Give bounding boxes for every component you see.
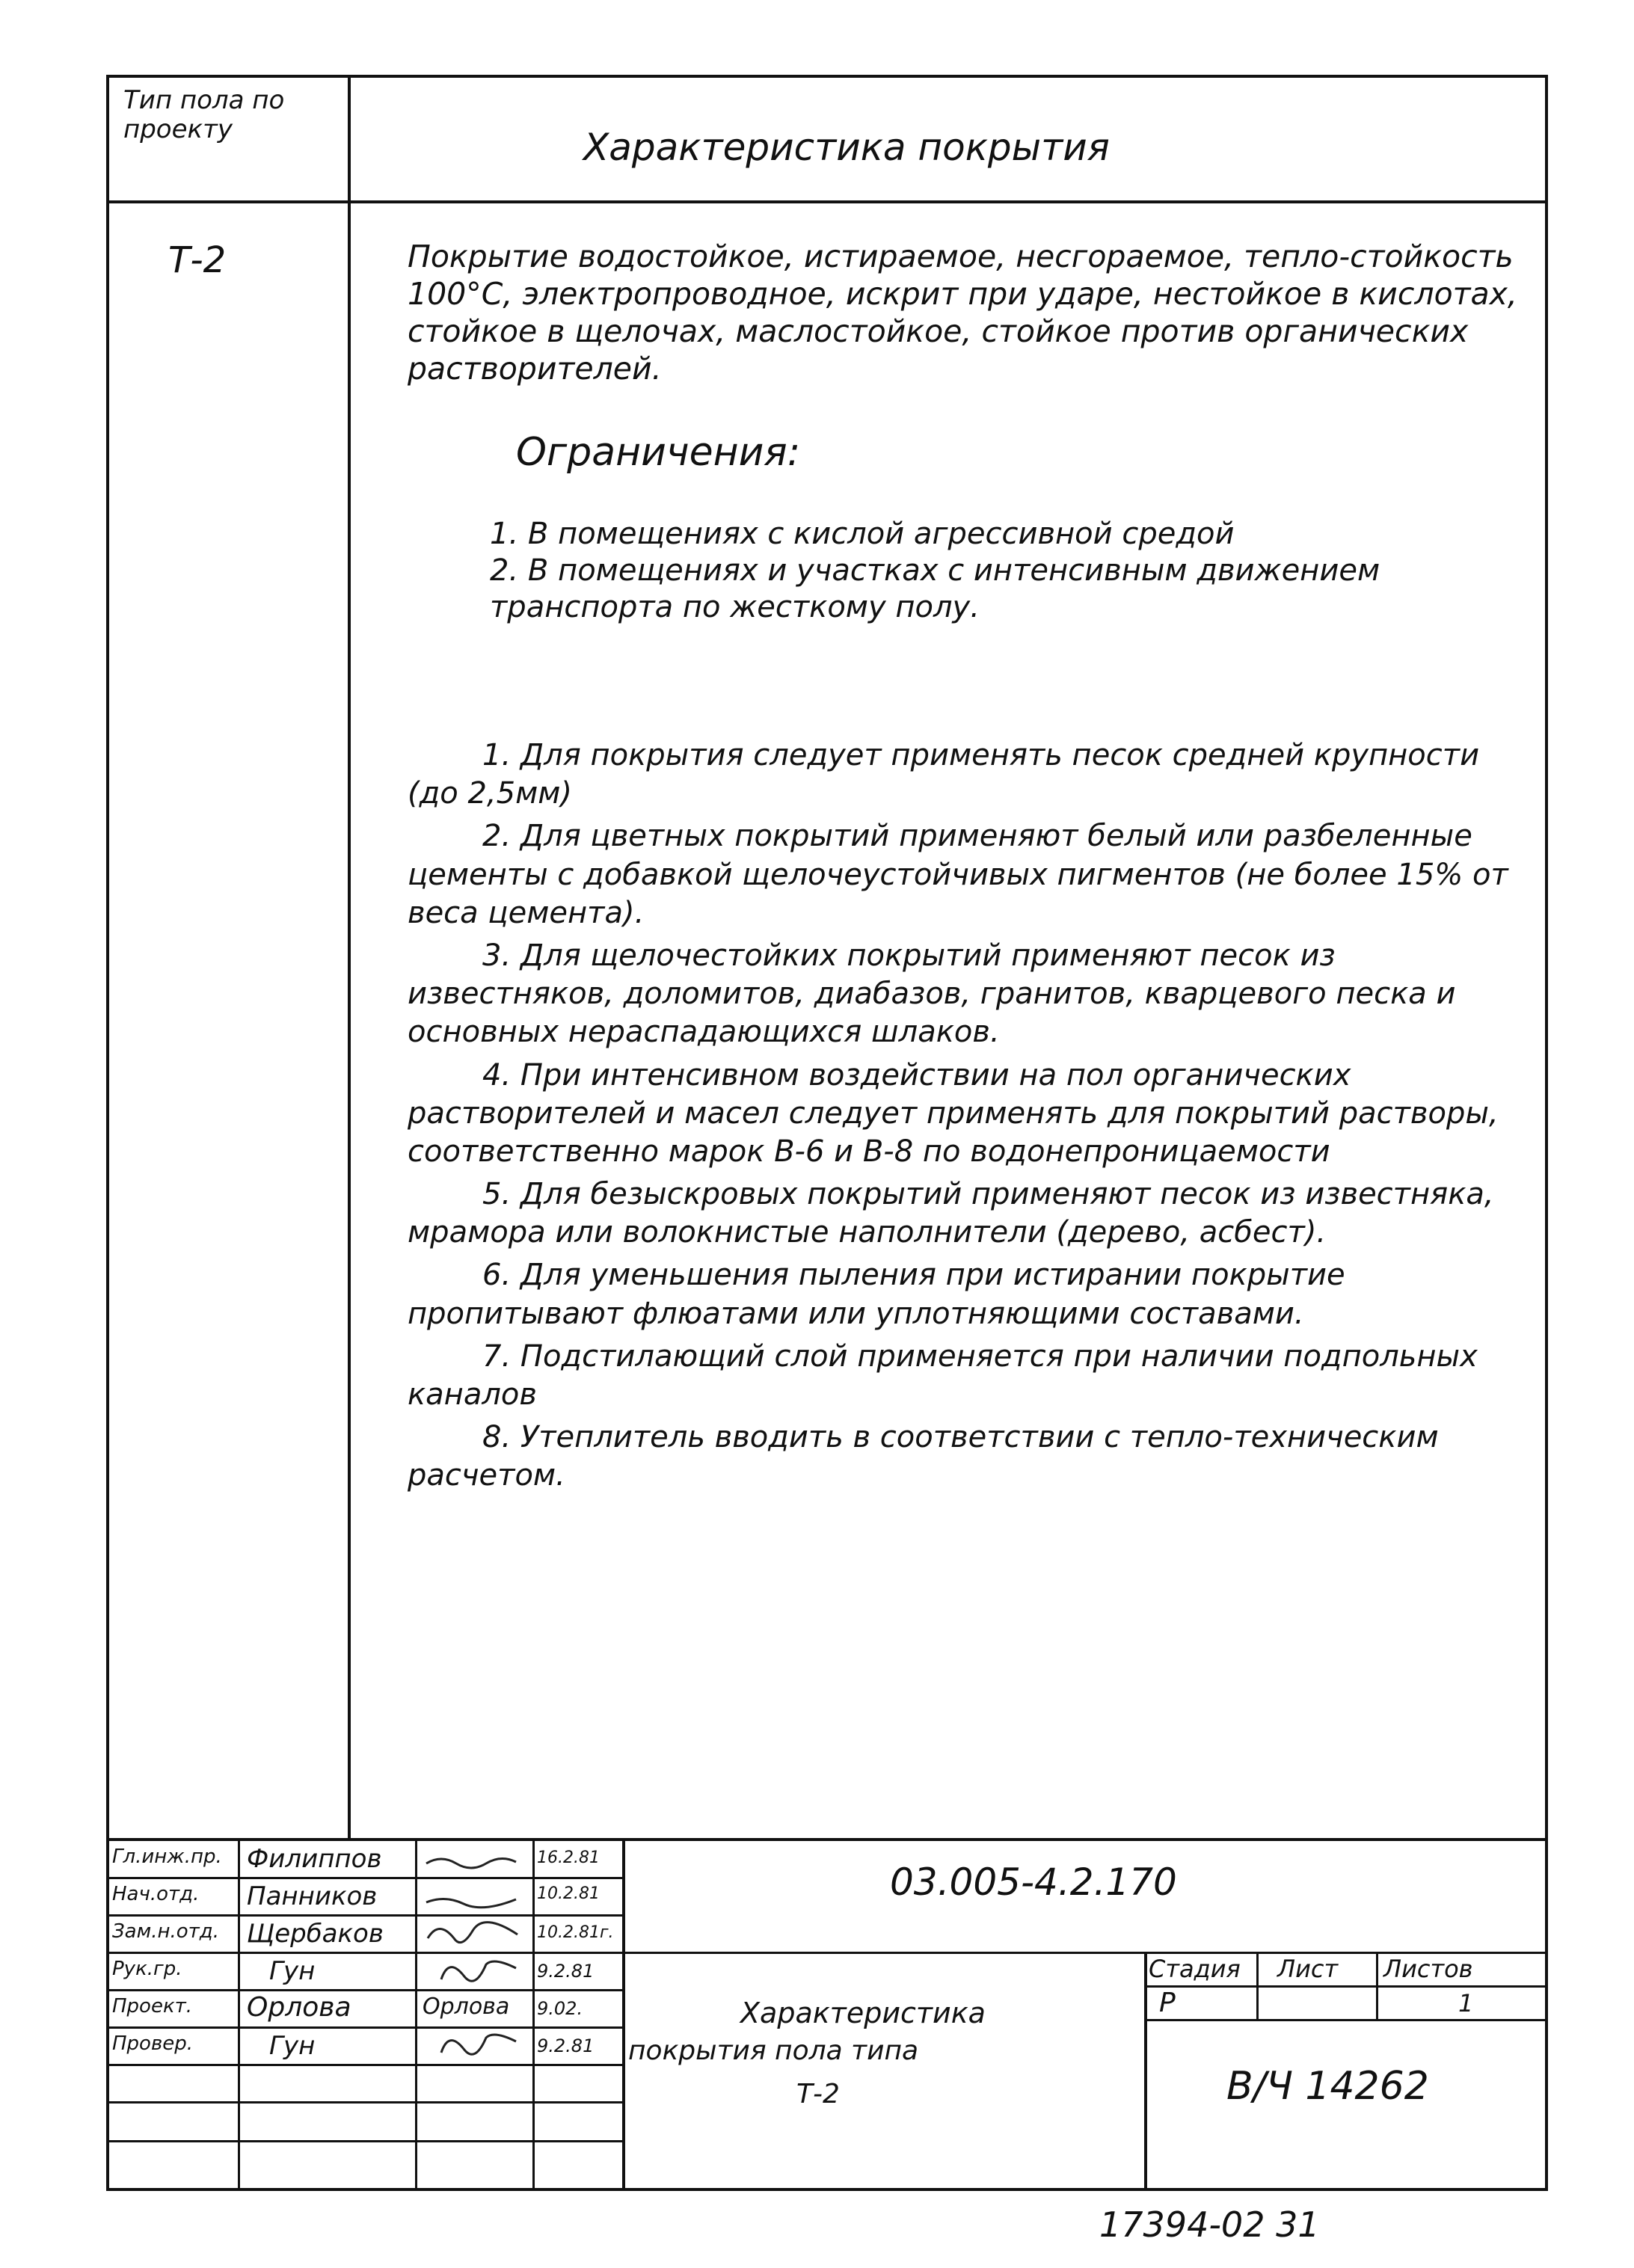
tb-stage-col bbox=[1376, 1952, 1378, 2020]
tb-doc-line bbox=[622, 1952, 1548, 1954]
restrictions-list bbox=[408, 516, 1529, 625]
notes-list bbox=[408, 737, 1529, 1500]
tb-row-line bbox=[106, 1914, 622, 1917]
tb-name: Филиппов bbox=[247, 1844, 382, 1874]
tb-role: Зам.н.отд. bbox=[112, 1920, 220, 1943]
note-item: 5. Для безыскровых покрытий применяют песок из известняка, мрамора или волокнистые наполнители (дерево, асбест). bbox=[408, 1177, 1494, 1250]
sheets-value: 1 bbox=[1458, 1989, 1474, 2017]
note-item: 6. Для уменьшения пыления при истирании покрытие пропитывают флюатами или уплотняющими составами. bbox=[408, 1258, 1345, 1331]
tb-col-line bbox=[622, 1838, 625, 2191]
tb-role: Гл.инж.пр. bbox=[112, 1846, 222, 1868]
title-block-top bbox=[106, 1838, 1548, 1841]
tb-row-line bbox=[106, 2026, 622, 2029]
tb-row-line bbox=[106, 1952, 622, 1954]
note-item: 8. Утеплитель вводить в соответствии с тепло-техническим расчетом. bbox=[408, 1420, 1439, 1493]
tb-date: 9.2.81 bbox=[537, 1961, 595, 1982]
description-text: Покрытие водостойкое, истираемое, несгораемое, тепло-стойкость 100°С, электропроводное, искрит при ударе, нестойкое в кислотах, стойкое в щелочах, маслостойкое, стойкое против органических растворителей. bbox=[408, 239, 1517, 387]
signature-orlova: Орлова bbox=[423, 1994, 510, 2020]
tb-stage-line bbox=[1144, 1985, 1548, 1988]
note-item: 1. Для покрытия следует применять песок средней крупности (до 2,5мм) bbox=[408, 738, 1480, 811]
tb-row-line bbox=[106, 1989, 622, 1991]
sheet-title-line: Характеристика bbox=[740, 1997, 986, 2029]
sheet-header: Лист bbox=[1277, 1955, 1339, 1983]
tb-date: 10.2.81г. bbox=[537, 1923, 614, 1942]
tb-role: Проект. bbox=[112, 1995, 193, 2017]
signatures-graphic bbox=[419, 1841, 531, 2065]
note-item: 4. При интенсивном воздействии на пол органических растворителей и масел следует применять для покрытий растворы, соответственно марок В-6 и В-8 по водонепроницаемости bbox=[408, 1057, 1499, 1169]
tb-role: Рук.гр. bbox=[112, 1958, 182, 1980]
tb-col-line bbox=[238, 1838, 240, 2191]
type-column-header: Тип пола по проекту bbox=[123, 85, 285, 145]
tb-col-line bbox=[415, 1838, 417, 2191]
stage-header: Стадия bbox=[1149, 1955, 1241, 1983]
type-column-divider bbox=[348, 75, 351, 1840]
sheet-title-line: покрытия пола типа bbox=[628, 2035, 919, 2066]
tb-title-divider bbox=[1144, 1952, 1147, 2191]
restriction-item: 1. В помещениях с кислой агрессивной средой bbox=[490, 517, 1235, 551]
tb-role: Провер. bbox=[112, 2032, 194, 2055]
sheet-title-line: Т-2 bbox=[796, 2079, 840, 2109]
floor-type-code: Т-2 bbox=[168, 239, 227, 281]
description-block bbox=[408, 238, 1529, 387]
page-title: Характеристика покрытия bbox=[583, 126, 1110, 169]
document-number: 03.005-4.2.170 bbox=[890, 1860, 1177, 1904]
tb-name: Щербаков bbox=[247, 1919, 384, 1949]
tb-name: Гун bbox=[269, 2031, 316, 2061]
stage-value: Р bbox=[1159, 1988, 1176, 2018]
tb-col-line bbox=[532, 1838, 535, 2191]
tb-stage-col bbox=[1256, 1952, 1259, 2020]
note-item: 7. Подстилающий слой применяется при наличии подпольных каналов bbox=[408, 1339, 1478, 1412]
archive-number: 17394-02 31 bbox=[1099, 2204, 1320, 2245]
restrictions-title: Ограничения: bbox=[516, 430, 801, 475]
tb-name: Панников bbox=[247, 1881, 378, 1911]
tb-date: 9.02. bbox=[537, 1998, 583, 2019]
tb-row-line bbox=[106, 2101, 622, 2103]
note-item: 2. Для цветных покрытий применяют белый или разбеленные цементы с добавкой щелочеустойчивых пигментов (не более 15% от веса цемента). bbox=[408, 819, 1508, 930]
sheets-header: Листов bbox=[1383, 1955, 1473, 1983]
tb-role: Нач.отд. bbox=[112, 1883, 200, 1905]
header-divider bbox=[106, 200, 1548, 203]
tb-row-line bbox=[106, 2140, 622, 2142]
tb-date: 16.2.81 bbox=[537, 1848, 600, 1867]
tb-name: Гун bbox=[269, 1956, 316, 1986]
tb-date: 9.2.81 bbox=[537, 2035, 595, 2056]
tb-name: Орлова bbox=[247, 1992, 351, 2023]
tb-date: 10.2.81 bbox=[537, 1884, 600, 1903]
restriction-item: 2. В помещениях и участках с интенсивным движением транспорта по жесткому полу. bbox=[490, 553, 1380, 624]
note-item: 3. Для щелочестойких покрытий применяют песок из известняков, доломитов, диабазов, гранитов, кварцевого песка и основных нераспадающихся шлаков. bbox=[408, 938, 1456, 1050]
tb-row-line bbox=[106, 1877, 622, 1879]
tb-stage-line bbox=[1144, 2019, 1548, 2021]
organization-code: В/Ч 14262 bbox=[1226, 2064, 1429, 2109]
tb-row-line bbox=[106, 2064, 622, 2066]
